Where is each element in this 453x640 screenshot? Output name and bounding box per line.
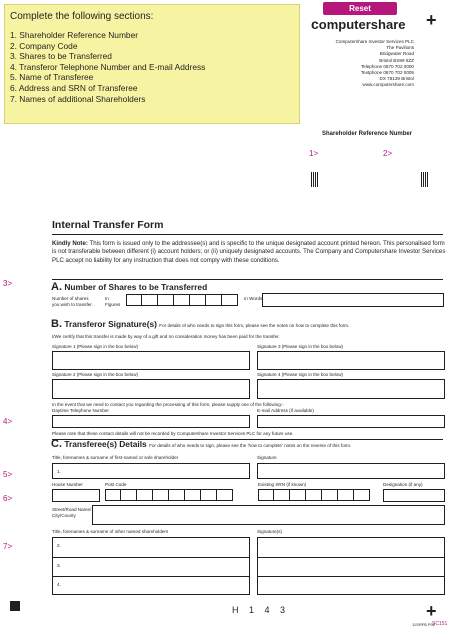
designation-label: Designation (if any) [383, 482, 423, 487]
shares-words-input[interactable] [262, 293, 444, 307]
section-a-letter: A. [51, 281, 62, 293]
existing-srn-label: Existing SRN (if known) [258, 482, 307, 487]
transferee-name-input[interactable] [52, 463, 250, 479]
section-a-rule [52, 279, 443, 280]
transferee-signature-box[interactable] [257, 463, 445, 479]
figures-label: In Figures [105, 296, 121, 307]
instruction-item: 1. Shareholder Reference Number [10, 30, 139, 40]
marker-5: 5> [3, 470, 13, 479]
address-line: www.computershare.com [362, 82, 414, 88]
shares-label: Number of shares you wish to transfer. [52, 296, 93, 307]
barcode-left [311, 172, 318, 187]
row-divider [53, 557, 249, 558]
street-input[interactable] [92, 505, 445, 525]
transferee-signature-label: Signature [257, 455, 277, 460]
address-line: Bridgwater Road [379, 51, 414, 57]
footer-ref-2: SC151 [432, 621, 448, 627]
section-a-heading [51, 281, 207, 293]
email-input[interactable] [257, 415, 445, 428]
postcode-input[interactable] [105, 489, 233, 501]
row-divider [53, 576, 249, 577]
contact-note: Please note that these contact details will not be recorded by Computershare Investor Services PLC for any future use. [52, 431, 294, 436]
house-number-input[interactable] [52, 489, 100, 502]
registration-plus-icon: + [426, 10, 437, 30]
marker-4: 4> [3, 417, 13, 426]
srn-label: Shareholder Reference Number [322, 131, 413, 137]
signature-4-label: Signature 4 (Please sign in the box below) [257, 372, 344, 377]
signature-1-label: Signature 1 (Please sign in the box below) [52, 344, 139, 349]
instruction-item: 4. Transferor Telephone Number and E-mail Address [10, 61, 206, 72]
row-2-number: 2. [57, 543, 61, 548]
signature-2-label: Signature 2 (Please sign in the box below) [52, 372, 139, 377]
title-rule [52, 234, 443, 235]
signature-1-box[interactable] [52, 351, 250, 370]
reset-button[interactable]: Reset [323, 2, 397, 15]
signature-3-box[interactable] [257, 351, 445, 370]
contact-intro: In the event that we need to contact you regarding the processing of this form, please supply one of the following:- [52, 402, 284, 407]
phone-input[interactable] [52, 415, 250, 428]
row-1-number: 1. [57, 469, 61, 474]
other-shareholders-box[interactable] [52, 537, 250, 595]
instruction-item: 7. Names of additional Shareholders [10, 93, 146, 104]
instruction-item: 3. Shares to be Transferred [10, 51, 112, 62]
section-a-title: Number of Shares to be Transferred [64, 282, 208, 292]
form-title: Internal Transfer Form [52, 219, 164, 231]
email-label: E-mail Address (if available) [257, 408, 314, 413]
address-line: Textphone 0870 702 0005 [360, 70, 414, 76]
shares-figures-input[interactable] [126, 294, 238, 306]
instructions-panel [4, 4, 300, 124]
other-signatures-label: Signature(s) [257, 529, 283, 534]
address-line: DX 78139 Bristol [379, 76, 414, 82]
row-4-number: 4. [57, 582, 61, 587]
logo-text: omputershare [318, 17, 406, 32]
address-line: The Pavilions [386, 45, 414, 51]
other-signatures-box[interactable] [257, 537, 445, 595]
signature-3-label: Signature 3 (Please sign in the box below) [257, 344, 344, 349]
instructions-list [10, 30, 294, 104]
section-b-note: For details of who needs to sign this form, please see the notes on how to complete this form. [159, 323, 350, 328]
section-c-title: Transferee(s) Details [64, 439, 147, 449]
registration-plus-icon: + [426, 601, 437, 621]
marker-2: 2> [383, 149, 393, 158]
instruction-item: 2. Company Code [10, 40, 78, 51]
other-shareholders-label: Title, forenames & surname of other named shareholders [52, 529, 169, 534]
logo-prefix: c [311, 16, 319, 32]
marker-7: 7> [3, 542, 13, 551]
row-3-number: 3. [57, 563, 61, 568]
existing-srn-input[interactable] [258, 489, 370, 501]
address-line: Bristol BS99 6ZZ [379, 57, 414, 63]
marker-1: 1> [309, 149, 319, 158]
phone-label: Daytime Telephone Number [52, 408, 109, 413]
footer-ref-1: 11SRFB P02 [412, 622, 436, 627]
house-number-label: House Number [52, 482, 83, 487]
marker-6: 6> [3, 494, 13, 503]
registration-square-icon [10, 601, 20, 611]
words-label: In Words [244, 296, 263, 301]
notice-text [52, 240, 446, 265]
signature-4-box[interactable] [257, 379, 445, 399]
section-c-heading [51, 438, 351, 450]
instruction-item: 6. Address and SRN of Transferee [10, 82, 138, 93]
marker-3: 3> [3, 279, 13, 288]
instructions-heading: Complete the following sections: [10, 11, 154, 22]
section-b-heading [51, 318, 349, 330]
section-c-note: For details of who needs to sign, please see the 'how to complete' notes on the reverse of this form. [149, 443, 352, 448]
street-label: Street/Road Name/ City/County [52, 507, 92, 518]
section-c-letter: C. [51, 438, 62, 450]
notice-body: This form is issued only to the addressee(s) and is specific to the unique designated account printed hereon. This personalised form is not transferable between different (i) account holders; or (ii) uniquely designated accounts. The Company and Computershare Investor Services PLC accept no liability for any instruction that does not comply with these conditions. [52, 240, 446, 264]
address-line: Telephone 0870 702 0000 [360, 63, 414, 69]
address-line: Computershare Investor Services PLC [335, 39, 414, 44]
company-address [300, 39, 414, 89]
section-b-title: Transferor Signature(s) [64, 319, 157, 329]
transferee-name-label: Title, forenames & surname of first-named or sole shareholder [52, 455, 179, 460]
certify-text: I/We certify that this transfer is made by way of a gift and no consideration money has been paid for the transfer. [52, 334, 280, 339]
designation-input[interactable] [383, 489, 445, 502]
signature-2-box[interactable] [52, 379, 250, 399]
footer-code: H 1 4 3 [232, 605, 290, 615]
section-b-letter: B. [51, 318, 62, 330]
computershare-logo [311, 16, 406, 32]
postcode-label: Post Code [105, 482, 127, 487]
instruction-item: 5. Name of Transferee [10, 72, 94, 83]
barcode-right [421, 172, 428, 187]
row-divider [258, 576, 444, 577]
row-divider [258, 557, 444, 558]
notice-bold: Kindly Note: [52, 240, 88, 247]
